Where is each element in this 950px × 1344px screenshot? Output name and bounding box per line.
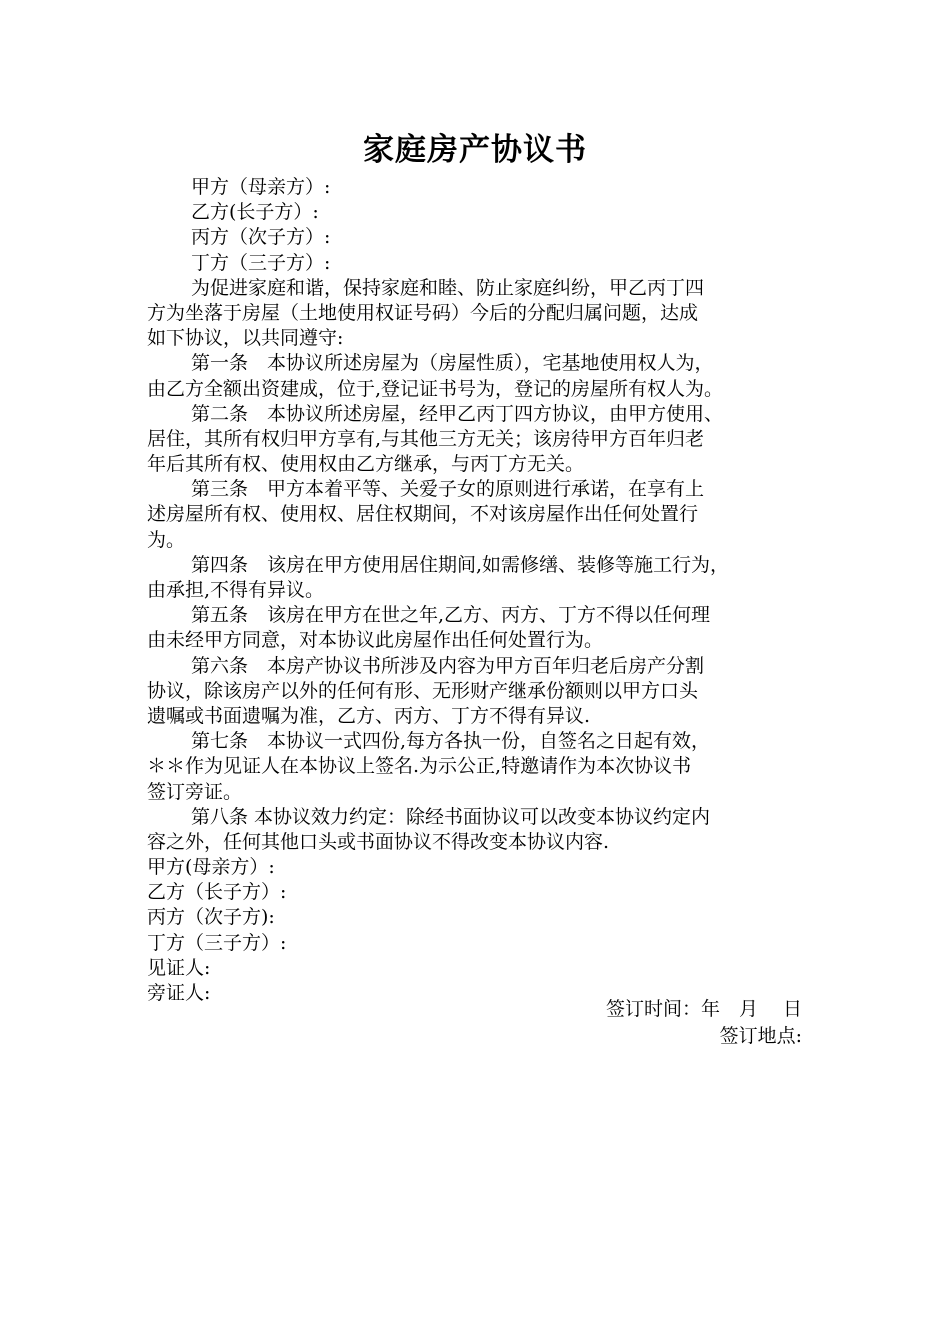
sign-info [606,996,802,1050]
article-2-line: 居住，其所有权归甲方享有,与其他三方无关；该房待甲方百年归老 [147,427,705,450]
article-7-line: ＊＊作为见证人在本协议上签名.为示公正,特邀请作为本次协议书 [147,755,692,778]
signature-line-d: 丁方（三子方）: [147,931,287,954]
article-3-line: 为。 [147,528,186,551]
intro-line: 为促进家庭和谐，保持家庭和睦、防止家庭纠纷，甲乙丙丁四 [191,276,705,299]
article-6-line: 协议，除该房产以外的任何有形、无形财产继承份额则以甲方口头 [147,679,699,702]
article-7-line: 第七条 本协议一式四份,每方各执一份，自签名之日起有效， [191,730,711,753]
sign-place: 签订地点: [719,1025,802,1047]
article-4-line: 由承担,不得有异议。 [147,579,325,601]
sign-time: 签订时间：年 月 日 [605,998,802,1020]
signature-line-b: 乙方（长子方）: [147,881,287,904]
signature-line-witness: 见证人: [147,956,211,979]
article-7-line: 签订旁证。 [147,780,243,803]
article-8-line: 第八条 本协议效力约定：除经书面协议可以改变本协议约定内 [191,805,711,828]
party-line-c: 丙方（次子方）: [191,226,331,249]
article-8-line: 容之外，任何其他口头或书面协议不得改变本协议内容. [147,830,610,853]
article-1-line: 第一条 本协议所述房屋为（房屋性质），宅基地使用权人为， [191,352,714,375]
document-body [147,175,812,1006]
signature-line-side-witness: 旁证人: [147,982,211,1004]
article-1-line: 由乙方全额出资建成，位于,登记证书号为，登记的房屋所有权人为。 [147,377,724,400]
article-2-line: 第二条 本协议所述房屋，经甲乙丙丁四方协议，由甲方使用、 [191,402,724,425]
article-6-line: 遗嘱或书面遗嘱为准，乙方、丙方、丁方不得有异议. [147,704,591,727]
article-5-line: 由未经甲方同意，对本协议此房屋作出任何处置行为。 [147,629,604,652]
article-2-line: 年后其所有权、使用权由乙方继承，与丙丁方无关。 [147,453,585,476]
party-line-b: 乙方(长子方）: [191,201,319,224]
article-5-line: 第五条 该房在甲方在世之年,乙方、丙方、丁方不得以任何理 [191,604,711,627]
signature-line-c: 丙方（次子方): [147,906,275,929]
article-3-line: 述房屋所有权、使用权、居住权期间，不对该房屋作出任何处置行 [147,503,699,526]
document-title: 家庭房产协议书 [363,132,587,168]
signature-line-a: 甲方(母亲方）: [147,856,275,879]
article-4-line: 第四条 该房在甲方使用居住期间,如需修缮、装修等施工行为， [191,553,730,576]
party-line-a: 甲方（母亲方）: [191,176,331,198]
intro-line: 方为坐落于房屋（土地使用权证号码）今后的分配归属问题，达成 [147,301,699,324]
party-line-d: 丁方（三子方）: [191,251,331,274]
article-3-line: 第三条 甲方本着平等、关爱子女的原则进行承诺，在享有上 [191,478,705,501]
intro-line: 如下协议，以共同遵守: [147,327,344,350]
article-6-line: 第六条 本房产协议书所涉及内容为甲方百年归老后房产分割 [191,654,705,677]
